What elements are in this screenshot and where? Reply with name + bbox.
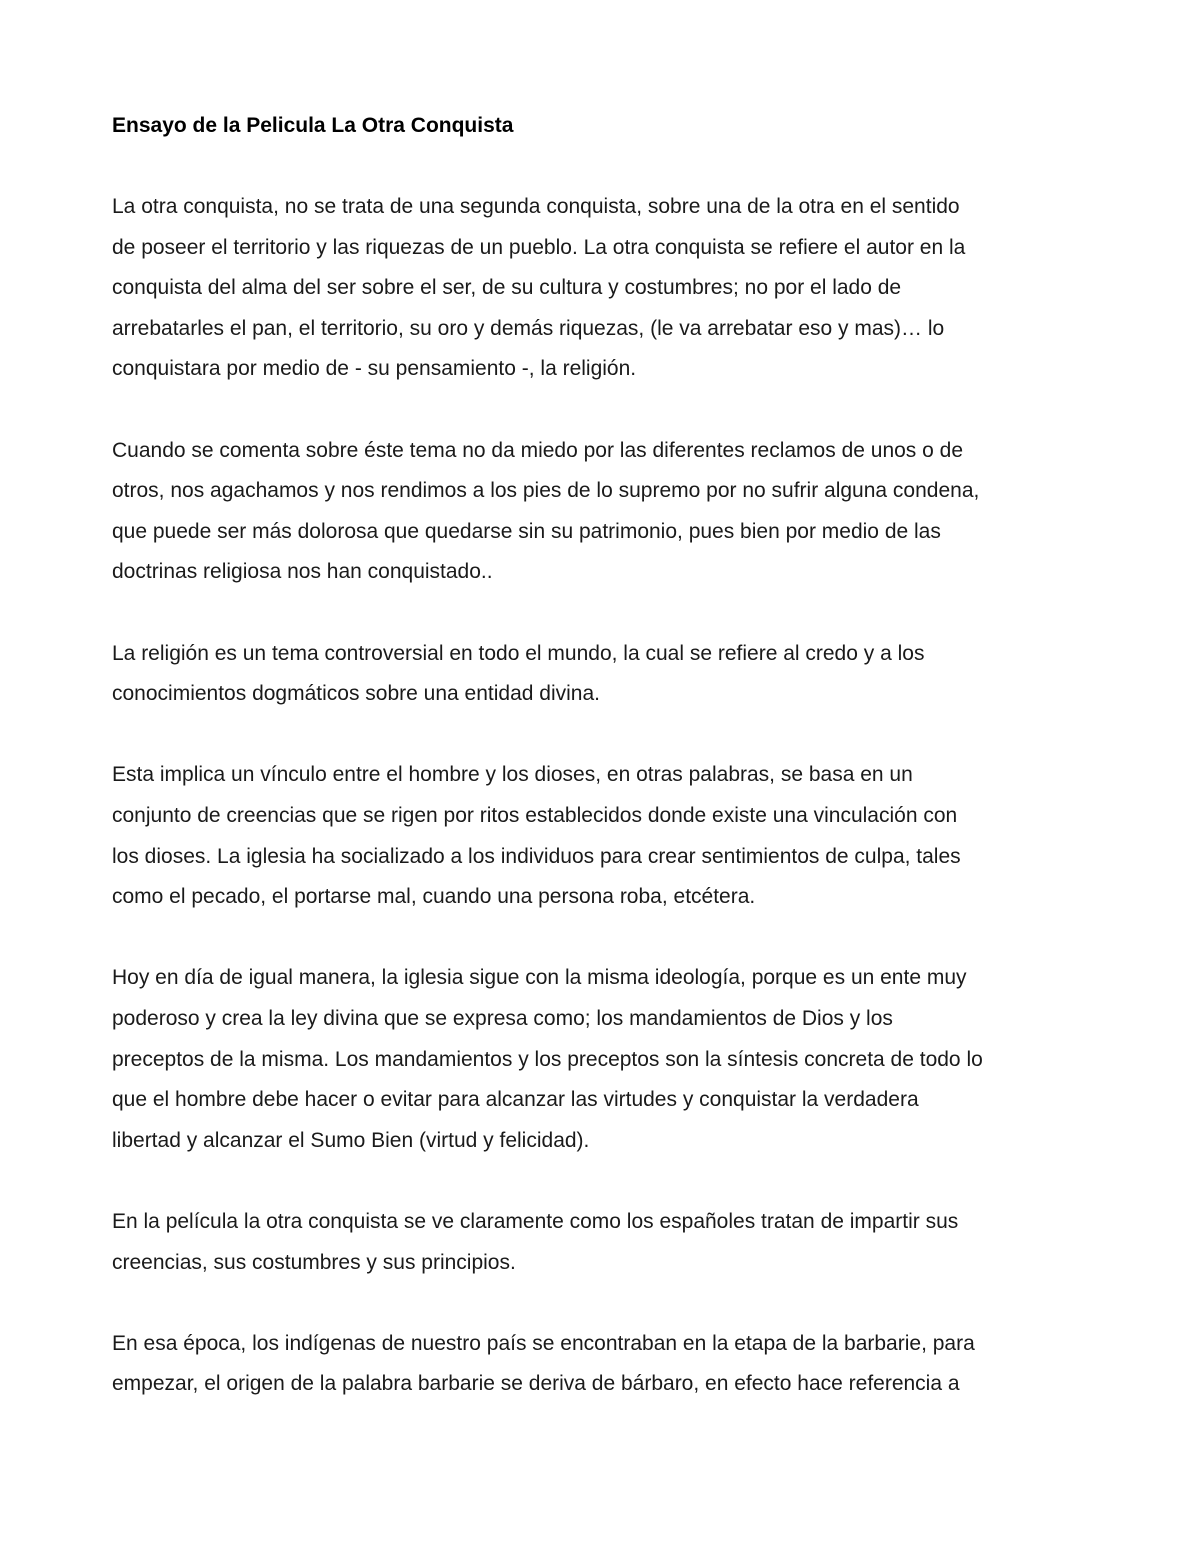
document-title: Ensayo de la Pelicula La Otra Conquista	[112, 114, 514, 137]
paragraph-line: conjunto de creencias que se rigen por ritos establecidos donde existe una vinculación con	[112, 804, 958, 827]
paragraph-line: creencias, sus costumbres y sus principios.	[112, 1250, 516, 1274]
paragraph-line: En la película la otra conquista se ve claramente como los españoles tratan de impartir sus	[112, 1210, 959, 1233]
paragraph-line: libertad y alcanzar el Sumo Bien (virtud y felicidad).	[112, 1128, 590, 1152]
paragraph-line: otros, nos agachamos y nos rendimos a los pies de lo supremo por no sufrir alguna condena,	[112, 479, 980, 503]
paragraph-line: La religión es un tema controversial en todo el mundo, la cual se refiere al credo y a los	[112, 641, 925, 665]
paragraph-line: empezar, el origen de la palabra barbarie se deriva de bárbaro, en efecto hace referencia a	[112, 1372, 960, 1396]
paragraph-line: conocimientos dogmáticos sobre una entidad divina.	[112, 682, 600, 706]
paragraph-line: Cuando se comenta sobre éste tema no da miedo por las diferentes reclamos de unos o de	[112, 438, 964, 462]
paragraph-line: de poseer el territorio y las riquezas de un pueblo. La otra conquista se refiere el autor en la	[112, 235, 966, 259]
paragraph-line: preceptos de la misma. Los mandamientos y los preceptos son la síntesis concreta de todo lo	[112, 1047, 983, 1071]
paragraph-line: que puede ser más dolorosa que quedarse sin su patrimonio, pues bien por medio de las	[112, 519, 941, 543]
paragraph-line: arrebatarles el pan, el territorio, su oro y demás riquezas, (le va arrebatar eso y mas)… lo	[112, 316, 945, 340]
paragraph-line: conquistara por medio de - su pensamiento -, la religión.	[112, 357, 637, 381]
paragraph-line: que el hombre debe hacer o evitar para alcanzar las virtudes y conquistar la verdadera	[112, 1088, 919, 1112]
paragraph-line: La otra conquista, no se trata de una segunda conquista, sobre una de la otra en el sentido	[112, 195, 960, 218]
paragraph-line: Esta implica un vínculo entre el hombre y los dioses, en otras palabras, se basa en un	[112, 763, 913, 787]
paragraph-line: poderoso y crea la ley divina que se expresa como; los mandamientos de Dios y los	[112, 1007, 893, 1030]
paragraph-line: doctrinas religiosa nos han conquistado..	[112, 560, 493, 584]
paragraph-line: En esa época, los indígenas de nuestro país se encontraban en la etapa de la barbarie, para	[112, 1331, 975, 1355]
paragraph-line: Hoy en día de igual manera, la iglesia sigue con la misma ideología, porque es un ente muy	[112, 966, 967, 990]
paragraph-line: conquista del alma del ser sobre el ser, de su cultura y costumbres; no por el lado de	[112, 276, 902, 300]
paragraph-line: los dioses. La iglesia ha socializado a los individuos para crear sentimientos de culpa, tales	[112, 844, 961, 868]
paragraph-line: como el pecado, el portarse mal, cuando una persona roba, etcétera.	[112, 885, 756, 909]
